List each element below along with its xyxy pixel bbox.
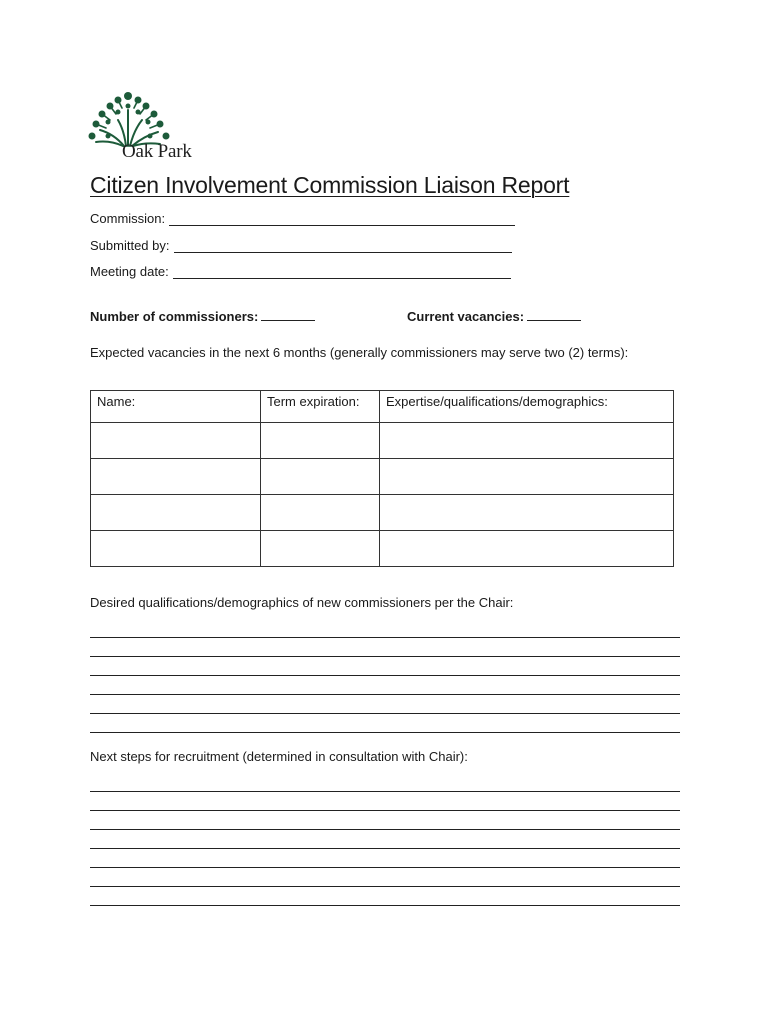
table-header-row [91,391,674,423]
table-row [91,531,674,567]
oak-park-logo [88,90,202,164]
commission-label: Commission: [90,211,166,226]
commissioners-label: Number of commissioners: [90,309,259,324]
table-cell[interactable] [380,423,674,459]
table-cell[interactable] [261,531,380,567]
table-row [91,459,674,495]
answer-line[interactable] [90,867,680,868]
table-cell[interactable] [91,495,261,531]
expected-vacancies-text: Expected vacancies in the next 6 months (generally commissioners may serve two (2) terms): [90,345,629,360]
answer-line[interactable] [90,656,680,657]
table-row [91,495,674,531]
submitted-by-line[interactable] [174,240,512,253]
answer-line[interactable] [90,637,680,638]
meeting-date-field[interactable] [90,264,511,279]
answer-line[interactable] [90,713,680,714]
header-term-expiration: Term expiration: [261,391,380,423]
table-cell[interactable] [91,531,261,567]
answer-line[interactable] [90,791,680,792]
table-row [91,423,674,459]
commissioners-count [90,309,315,324]
vacancies-count [407,309,581,324]
submitted-by-field[interactable] [90,238,512,253]
table-cell[interactable] [380,495,674,531]
header-name: Name: [91,391,261,423]
table-cell[interactable] [380,459,674,495]
table-cell[interactable] [261,459,380,495]
page-title: Citizen Involvement Commission Liaison Report [90,172,570,198]
commissioners-blank[interactable] [261,309,315,321]
answer-line[interactable] [90,810,680,811]
meeting-date-label: Meeting date: [90,264,169,279]
vacancies-table [90,390,674,567]
submitted-by-label: Submitted by: [90,238,170,253]
commission-line[interactable] [169,213,515,226]
answer-line[interactable] [90,848,680,849]
answer-line[interactable] [90,675,680,676]
answer-line[interactable] [90,886,680,887]
oak-tree-icon [88,90,172,148]
answer-line[interactable] [90,694,680,695]
table-cell[interactable] [91,423,261,459]
table-cell[interactable] [261,495,380,531]
header-expertise: Expertise/qualifications/demographics: [380,391,674,423]
desired-qualifications-text: Desired qualifications/demographics of new commissioners per the Chair: [90,595,514,610]
table-cell[interactable] [261,423,380,459]
vacancies-blank[interactable] [527,309,581,321]
answer-line[interactable] [90,732,680,733]
table-cell[interactable] [380,531,674,567]
answer-line[interactable] [90,829,680,830]
next-steps-text: Next steps for recruitment (determined in consultation with Chair): [90,749,468,764]
answer-line[interactable] [90,905,680,906]
table-cell[interactable] [91,459,261,495]
logo-text: Oak Park [122,141,192,162]
commission-field[interactable] [90,211,515,226]
meeting-date-line[interactable] [173,266,511,279]
vacancies-label: Current vacancies: [407,309,525,324]
